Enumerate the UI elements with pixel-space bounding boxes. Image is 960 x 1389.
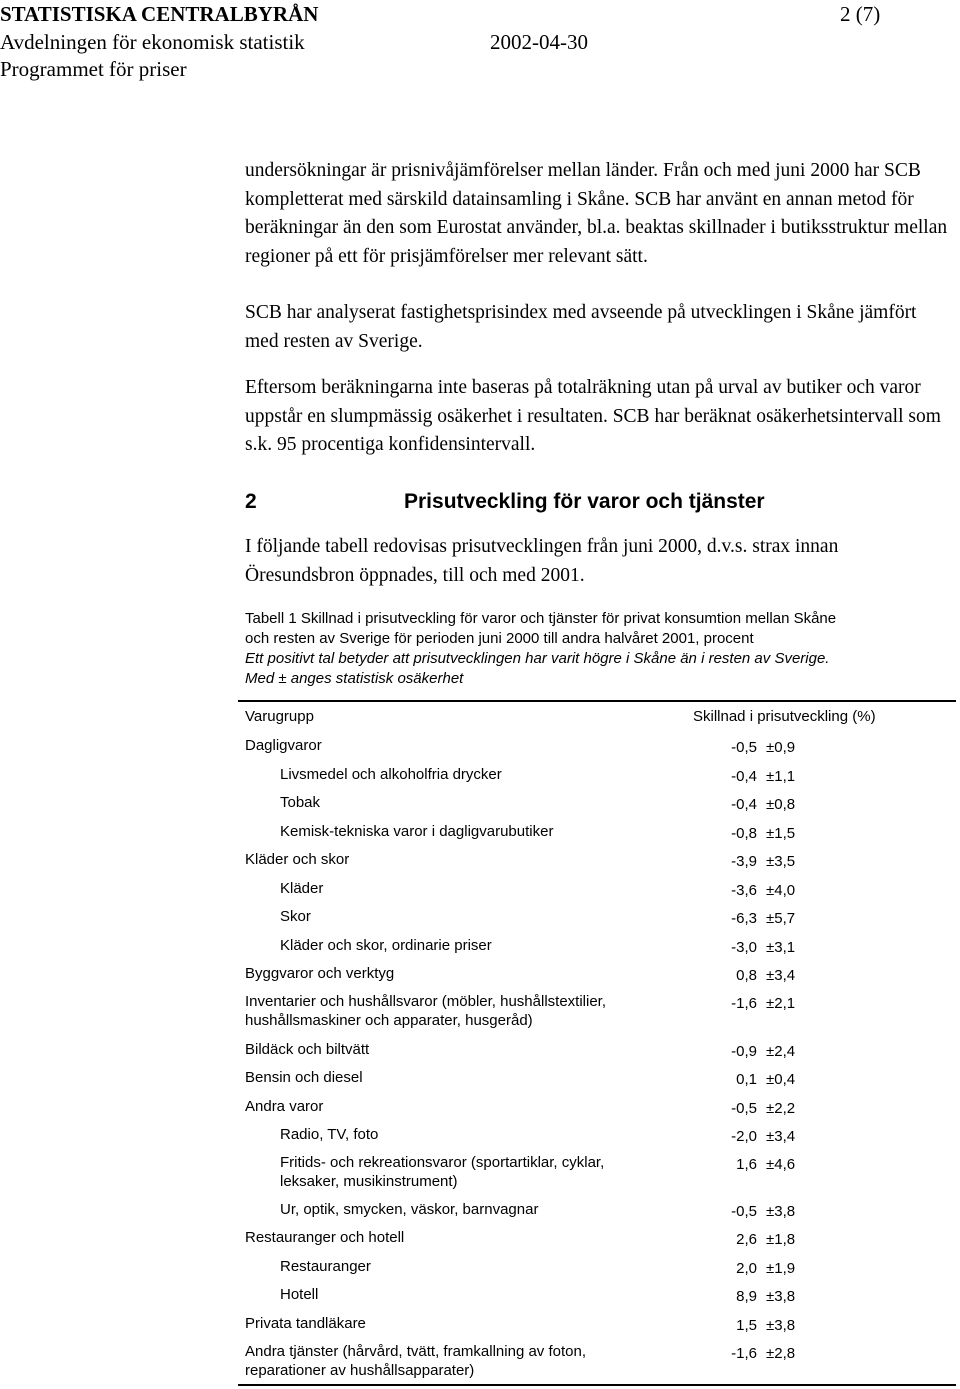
row-uncertainty: ±1,5 bbox=[766, 825, 796, 842]
row-label: Tobak bbox=[280, 794, 321, 811]
row-value: 0,1 bbox=[736, 1071, 757, 1088]
row-uncertainty: ±0,8 bbox=[766, 796, 796, 813]
page-number: 2 (7) bbox=[840, 2, 881, 26]
column-header-group: Varugrupp bbox=[245, 708, 314, 725]
row-uncertainty: ±3,8 bbox=[766, 1317, 796, 1334]
row-uncertainty: ±2,1 bbox=[766, 995, 796, 1012]
row-uncertainty: ±3,1 bbox=[766, 939, 796, 956]
table-row bbox=[0, 936, 960, 956]
row-label: Dagligvaror bbox=[245, 737, 322, 754]
table-row bbox=[0, 1040, 960, 1060]
table-row bbox=[0, 1228, 960, 1248]
row-value: 1,6 bbox=[736, 1156, 757, 1173]
row-label: Restauranger och hotell bbox=[245, 1229, 405, 1246]
row-label: Inventarier och hushållsvaror (möbler, hushållstextilier, bbox=[245, 993, 607, 1010]
table-note: Ett positivt tal betyder att prisutvecklingen har varit högre i Skåne än i resten av Sverige. bbox=[245, 650, 830, 667]
row-label: Radio, TV, foto bbox=[280, 1126, 379, 1143]
row-label: Bensin och diesel bbox=[245, 1069, 363, 1086]
table-row bbox=[0, 850, 960, 870]
row-label: Kläder och skor, ordinarie priser bbox=[280, 937, 492, 954]
row-label: Fritids- och rekreationsvaror (sportartiklar, cyklar, bbox=[280, 1154, 605, 1171]
table-row bbox=[0, 964, 960, 984]
row-label: Andra varor bbox=[245, 1098, 324, 1115]
row-uncertainty: ±4,6 bbox=[766, 1156, 796, 1173]
table-bottom-rule bbox=[238, 1384, 956, 1386]
row-uncertainty: ±2,8 bbox=[766, 1345, 796, 1362]
row-uncertainty: ±0,4 bbox=[766, 1071, 796, 1088]
row-label: Restauranger bbox=[280, 1258, 371, 1275]
row-label: Privata tandläkare bbox=[245, 1315, 366, 1332]
row-value: -0,4 bbox=[731, 796, 757, 813]
department-name: Avdelningen för ekonomisk statistik bbox=[0, 30, 305, 54]
table-row bbox=[0, 822, 960, 842]
row-uncertainty: ±3,8 bbox=[766, 1288, 796, 1305]
row-uncertainty: ±2,4 bbox=[766, 1043, 796, 1060]
table-row bbox=[0, 1200, 960, 1220]
program-name: Programmet för priser bbox=[0, 57, 187, 81]
body-paragraph: undersökningar är prisnivåjämförelser mellan länder. Från och med juni 2000 har SCB kompletterat med särskild datainsamling i Skåne. SCB har använt en annan metod för beräkningar än den som Eurostat använder, bl.a. beaktas skillnader i butiksstruktur mellan regioner på ett för prisjämförelser mer relevant sätt. bbox=[245, 160, 948, 267]
document-date: 2002-04-30 bbox=[490, 30, 588, 54]
row-value: -6,3 bbox=[731, 910, 757, 927]
table-row bbox=[0, 1068, 960, 1088]
row-label-continued: leksaker, musikinstrument) bbox=[280, 1173, 458, 1190]
body-paragraph: I följande tabell redovisas prisutvecklingen från juni 2000, d.v.s. strax innan Öresundsbron öppnades, till och med 2001. bbox=[245, 536, 839, 586]
table-row bbox=[0, 1125, 960, 1145]
table-note: Med ± anges statistisk osäkerhet bbox=[245, 670, 464, 687]
row-label: Kläder och skor bbox=[245, 851, 350, 868]
row-label: Andra tjänster (hårvård, tvätt, framkallning av foton, bbox=[245, 1343, 586, 1360]
row-uncertainty: ±2,2 bbox=[766, 1100, 796, 1117]
row-label: Hotell bbox=[280, 1286, 319, 1303]
row-value: 0,8 bbox=[736, 967, 757, 984]
row-value: 2,6 bbox=[736, 1231, 757, 1248]
section-title: Prisutveckling för varor och tjänster bbox=[404, 490, 765, 513]
row-uncertainty: ±3,4 bbox=[766, 967, 796, 984]
row-value: 1,5 bbox=[736, 1317, 757, 1334]
row-value: -0,5 bbox=[731, 739, 757, 756]
column-header-difference: Skillnad i prisutveckling (%) bbox=[693, 708, 876, 725]
table-row bbox=[0, 1257, 960, 1277]
row-uncertainty: ±3,4 bbox=[766, 1128, 796, 1145]
row-label: Skor bbox=[280, 908, 311, 925]
row-value: -0,5 bbox=[731, 1203, 757, 1220]
row-uncertainty: ±4,0 bbox=[766, 882, 796, 899]
table-caption: Tabell 1 Skillnad i prisutveckling för varor och tjänster för privat konsumtion mellan Skåne bbox=[245, 610, 837, 627]
row-value: -0,9 bbox=[731, 1043, 757, 1060]
row-label: Livsmedel och alkoholfria drycker bbox=[280, 766, 502, 783]
row-value: -1,6 bbox=[731, 1345, 757, 1362]
table-row bbox=[0, 879, 960, 899]
row-value: 8,9 bbox=[736, 1288, 757, 1305]
row-label-continued: reparationer av hushållsapparater) bbox=[245, 1362, 475, 1379]
row-label-continued: hushållsmaskiner och apparater, husgeråd) bbox=[245, 1012, 533, 1029]
row-uncertainty: ±1,1 bbox=[766, 768, 796, 785]
row-value: -2,0 bbox=[731, 1128, 757, 1145]
table-row bbox=[0, 1314, 960, 1334]
table-row bbox=[0, 736, 960, 756]
row-uncertainty: ±3,8 bbox=[766, 1203, 796, 1220]
row-value: -3,6 bbox=[731, 882, 757, 899]
row-label: Kemisk-tekniska varor i dagligvarubutiker bbox=[280, 823, 554, 840]
table-row bbox=[0, 765, 960, 785]
table-row bbox=[0, 907, 960, 927]
row-uncertainty: ±1,8 bbox=[766, 1231, 796, 1248]
row-value: -3,9 bbox=[731, 853, 757, 870]
table-row bbox=[0, 1342, 960, 1379]
row-uncertainty: ±3,5 bbox=[766, 853, 796, 870]
table-row bbox=[0, 1153, 960, 1190]
row-uncertainty: ±0,9 bbox=[766, 739, 796, 756]
row-value: -3,0 bbox=[731, 939, 757, 956]
table-row bbox=[0, 1097, 960, 1117]
row-value: -0,5 bbox=[731, 1100, 757, 1117]
row-value: -1,6 bbox=[731, 995, 757, 1012]
table-row bbox=[0, 992, 960, 1029]
body-paragraph: Eftersom beräkningarna inte baseras på totalräkning utan på urval av butiker och varor uppstår en slumpmässig osäkerhet i resultaten. SCB har beräknat osäkerhetsintervall som s.k. 95 procentiga konfidensintervall. bbox=[245, 377, 941, 455]
row-value: -0,4 bbox=[731, 768, 757, 785]
row-label: Kläder bbox=[280, 880, 324, 897]
row-uncertainty: ±5,7 bbox=[766, 910, 796, 927]
table-row bbox=[0, 793, 960, 813]
row-label: Ur, optik, smycken, väskor, barnvagnar bbox=[280, 1201, 539, 1218]
row-uncertainty: ±1,9 bbox=[766, 1260, 796, 1277]
table-caption: och resten av Sverige för perioden juni 2000 till andra halvåret 2001, procent bbox=[245, 630, 754, 647]
org-name: STATISTISKA CENTRALBYRÅN bbox=[0, 2, 319, 26]
row-label: Byggvaror och verktyg bbox=[245, 965, 395, 982]
table-top-rule bbox=[238, 700, 956, 702]
section-number: 2 bbox=[245, 490, 257, 513]
body-paragraph: SCB har analyserat fastighetsprisindex med avseende på utvecklingen i Skåne jämfört med resten av Sverige. bbox=[245, 302, 917, 352]
row-value: 2,0 bbox=[736, 1260, 757, 1277]
table-row bbox=[0, 1285, 960, 1305]
row-value: -0,8 bbox=[731, 825, 757, 842]
row-label: Bildäck och biltvätt bbox=[245, 1041, 370, 1058]
